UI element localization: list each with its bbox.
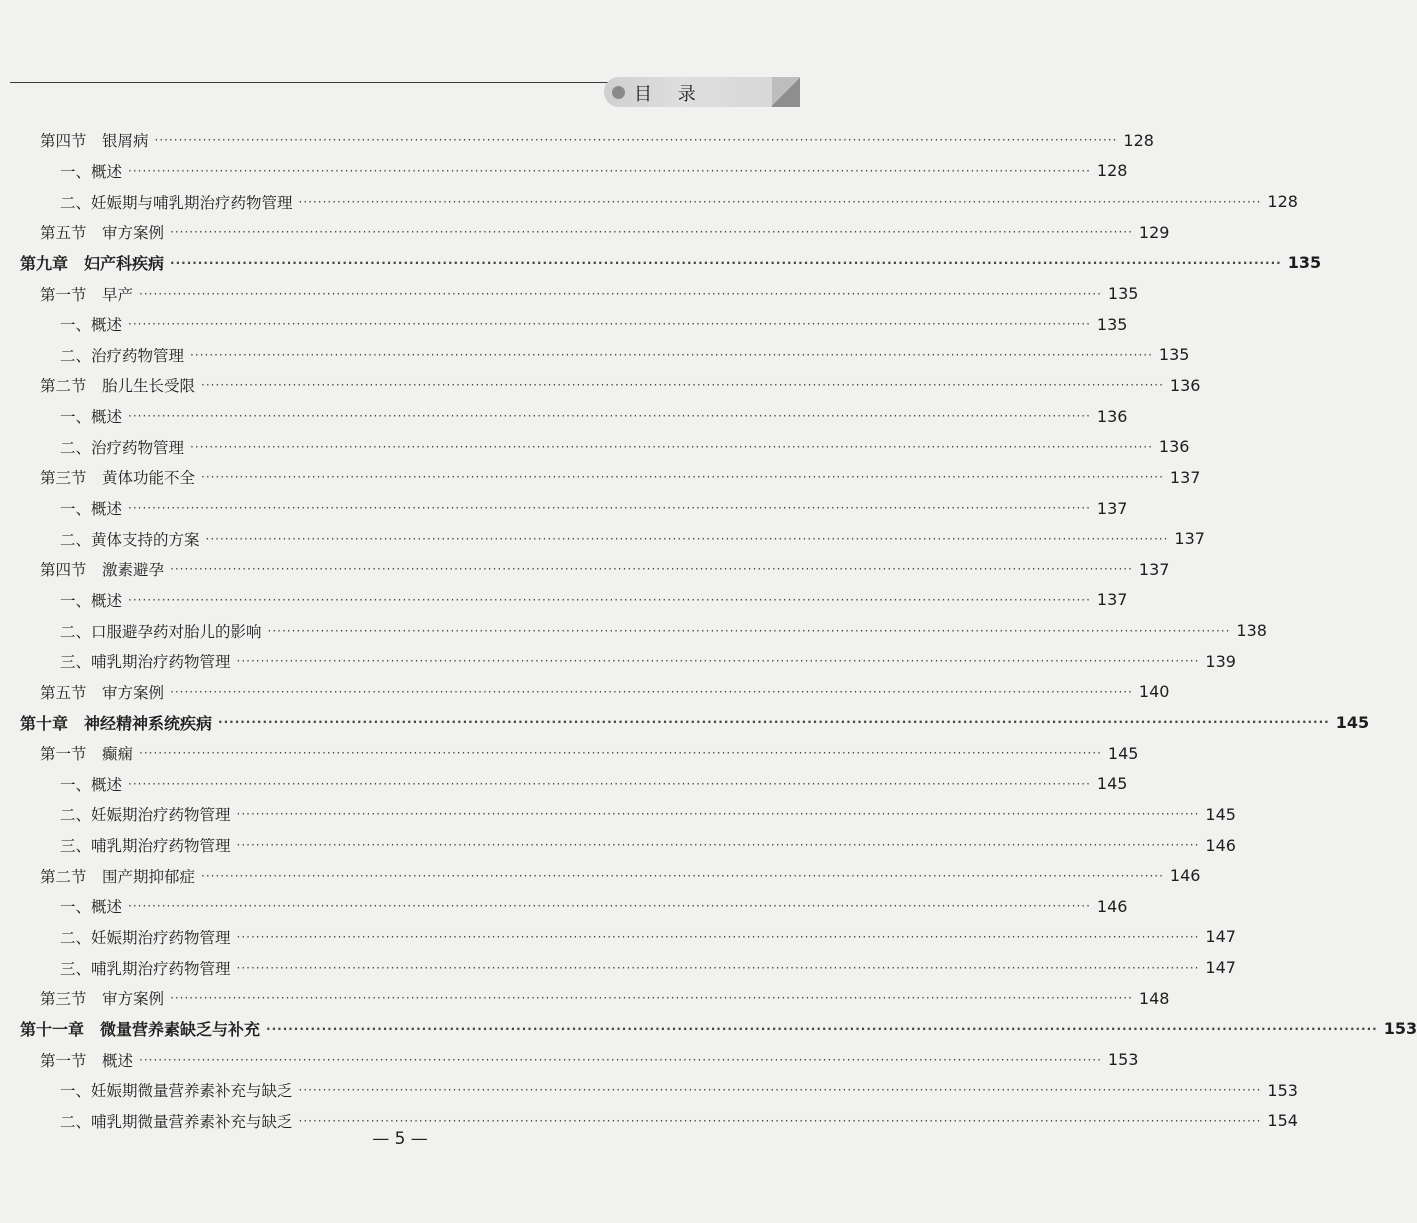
toc-entry-label: 二、妊娠期治疗药物管理 — [60, 806, 231, 825]
toc-entry-page: 129 — [1138, 222, 1170, 242]
toc-item[interactable] — [0, 830, 1236, 861]
toc-section[interactable] — [0, 370, 1201, 401]
dot-leader: ········································································································································································································ — [139, 1052, 1102, 1067]
toc-item[interactable] — [0, 186, 1298, 217]
toc-section[interactable] — [0, 860, 1201, 891]
toc-entry-page: 146 — [1205, 835, 1236, 855]
toc-entry-label: 第五节 审方案例 — [40, 683, 165, 702]
toc-item[interactable] — [0, 768, 1128, 799]
page-number: — 5 — — [372, 1129, 428, 1149]
header-tab — [604, 77, 800, 107]
toc-entry-page: 128 — [1123, 130, 1154, 150]
toc-entry-label: 二、妊娠期治疗药物管理 — [60, 928, 231, 947]
table-of-contents — [0, 125, 1417, 1136]
toc-entry-label: 一、概述 — [60, 316, 123, 335]
dot-leader: ········································································································································································································ — [298, 194, 1262, 209]
toc-entry-page: 135 — [1096, 314, 1128, 334]
toc-item[interactable] — [0, 646, 1236, 677]
toc-entry-label: 第二节 围产期抑郁症 — [40, 867, 196, 886]
toc-entry-label: 第一节 癫痫 — [40, 745, 134, 764]
toc-item[interactable] — [0, 585, 1128, 616]
toc-entry-label: 三、哺乳期治疗药物管理 — [60, 959, 231, 978]
toc-entry-label: 一、概述 — [60, 500, 123, 518]
toc-entry-page: 136 — [1158, 437, 1190, 457]
dot-leader: ········································································································································································································ — [128, 592, 1091, 607]
toc-item[interactable] — [0, 1075, 1298, 1106]
toc-item[interactable] — [0, 891, 1128, 922]
page-title: 目 录 — [634, 84, 706, 105]
toc-entry-page: 135 — [1107, 284, 1139, 304]
dot-leader: ········································································································································································································ — [170, 991, 1133, 1006]
toc-entry-page: 145 — [1107, 743, 1139, 763]
toc-entry-page: 135 — [1158, 345, 1190, 365]
toc-entry-page: 128 — [1096, 161, 1128, 181]
toc-section[interactable] — [0, 738, 1139, 769]
toc-entry-page: 135 — [1287, 253, 1322, 273]
toc-entry-page: 145 — [1335, 712, 1370, 732]
toc-entry-page: 139 — [1205, 651, 1236, 671]
toc-section[interactable] — [0, 462, 1201, 493]
dot-leader: ········································································································································································································ — [201, 470, 1164, 485]
toc-item[interactable] — [0, 615, 1267, 646]
toc-item[interactable] — [0, 431, 1190, 462]
dot-leader: ········································································································································································································ — [266, 1021, 1378, 1036]
toc-item[interactable] — [0, 922, 1236, 953]
toc-item[interactable] — [0, 523, 1205, 554]
toc-chapter[interactable] — [0, 707, 1370, 738]
toc-entry-label: 第十章 神经精神系统疾病 — [20, 713, 213, 733]
toc-entry-page: 137 — [1096, 498, 1128, 518]
dot-leader: ········································································································································································································ — [267, 623, 1231, 638]
toc-entry-label: 一、妊娠期微量营养素补充与缺乏 — [60, 1082, 293, 1101]
toc-section[interactable] — [0, 677, 1170, 708]
toc-entry-label: 第五节 审方案例 — [40, 224, 165, 243]
dot-leader: ········································································································································································································ — [190, 439, 1153, 454]
toc-section[interactable] — [0, 278, 1139, 309]
dot-leader: ········································································································································································································ — [236, 838, 1200, 853]
toc-entry-label: 二、黄体支持的方案 — [60, 530, 200, 549]
toc-entry-label: 二、妊娠期与哺乳期治疗药物管理 — [60, 193, 293, 212]
corner-decoration-icon — [772, 77, 800, 107]
toc-entry-label: 第十一章 微量营养素缺乏与补充 — [20, 1020, 261, 1040]
toc-entry-page: 136 — [1169, 375, 1201, 395]
toc-entry-label: 一、概述 — [60, 162, 123, 181]
toc-entry-page: 153 — [1107, 1050, 1139, 1070]
toc-section[interactable] — [0, 554, 1170, 585]
toc-entry-label: 一、概述 — [60, 408, 123, 427]
toc-entry-page: 145 — [1205, 804, 1236, 824]
dot-leader: ········································································································································································································ — [218, 715, 1330, 730]
dot-leader: ········································································································································································································ — [236, 929, 1200, 944]
toc-entry-page: 146 — [1169, 866, 1201, 886]
toc-entry-label: 第四节 银屑病 — [40, 132, 149, 151]
dot-leader: ········································································································································································································ — [190, 347, 1153, 362]
toc-entry-page: 153 — [1267, 1080, 1298, 1100]
toc-entry-page: 148 — [1138, 988, 1170, 1008]
toc-section[interactable] — [0, 125, 1154, 156]
toc-entry-label: 二、治疗药物管理 — [60, 346, 185, 365]
dot-leader: ········································································································································································································ — [236, 654, 1200, 669]
dot-leader: ········································································································································································································ — [170, 255, 1282, 270]
toc-item[interactable] — [0, 401, 1128, 432]
dot-leader: ········································································································································································································ — [128, 317, 1091, 332]
toc-entry-label: 第二节 胎儿生长受限 — [40, 377, 196, 396]
dot-leader: ········································································································································································································ — [128, 409, 1091, 424]
toc-item[interactable] — [0, 156, 1128, 187]
dot-leader: ········································································································································································································ — [205, 531, 1169, 546]
dot-leader: ········································································································································································································ — [170, 684, 1133, 699]
toc-item[interactable] — [0, 952, 1236, 983]
toc-chapter[interactable] — [0, 248, 1322, 279]
header-rule — [10, 82, 612, 83]
toc-item[interactable] — [0, 309, 1128, 340]
toc-entry-label: 二、口服避孕药对胎儿的影响 — [60, 622, 262, 641]
toc-entry-page: 154 — [1267, 1111, 1298, 1131]
toc-entry-label: 三、哺乳期治疗药物管理 — [60, 653, 231, 672]
dot-leader: ········································································································································································································ — [128, 776, 1091, 791]
dot-leader: ········································································································································································································ — [201, 868, 1164, 883]
toc-entry-label: 一、概述 — [60, 775, 123, 794]
toc-entry-page: 138 — [1236, 621, 1267, 641]
toc-item[interactable] — [0, 339, 1190, 370]
dot-leader: ········································································································································································································ — [128, 899, 1091, 914]
toc-entry-page: 136 — [1096, 406, 1128, 426]
toc-entry-label: 第一节 早产 — [40, 285, 134, 304]
toc-item[interactable] — [0, 493, 1128, 524]
toc-section[interactable] — [0, 217, 1170, 248]
dot-leader: ········································································································································································································ — [139, 286, 1102, 301]
toc-entry-page: 137 — [1138, 559, 1170, 579]
toc-entry-page: 146 — [1096, 896, 1128, 916]
toc-entry-page: 128 — [1267, 192, 1298, 212]
toc-entry-page: 145 — [1096, 774, 1128, 794]
toc-section[interactable] — [0, 983, 1170, 1014]
toc-entry-page: 153 — [1383, 1019, 1417, 1039]
toc-entry-page: 147 — [1205, 927, 1236, 947]
toc-entry-label: 一、概述 — [60, 898, 123, 917]
toc-entry-page: 137 — [1096, 590, 1128, 610]
toc-chapter[interactable] — [0, 1014, 1417, 1045]
dot-leader: ········································································································································································································ — [170, 225, 1133, 240]
toc-entry-label: 第四节 激素避孕 — [40, 561, 165, 580]
toc-entry-page: 147 — [1205, 958, 1236, 978]
toc-entry-label: 第一节 概述 — [40, 1051, 134, 1070]
toc-entry-page: 137 — [1169, 467, 1201, 487]
dot-leader: ········································································································································································································ — [201, 378, 1164, 393]
bullet-dot-icon — [612, 86, 625, 99]
dot-leader: ········································································································································································································ — [298, 1083, 1262, 1098]
toc-item[interactable] — [0, 799, 1236, 830]
toc-entry-label: 第三节 审方案例 — [40, 990, 165, 1009]
toc-entry-label: 一、概述 — [60, 591, 123, 610]
dot-leader: ········································································································································································································ — [170, 562, 1133, 577]
dot-leader: ········································································································································································································ — [236, 807, 1200, 822]
toc-entry-label: 二、哺乳期微量营养素补充与缺乏 — [60, 1112, 293, 1131]
dot-leader: ········································································································································································································ — [236, 960, 1200, 975]
dot-leader: ········································································································································································································ — [139, 746, 1102, 761]
dot-leader: ········································································································································································································ — [128, 501, 1091, 515]
dot-leader: ········································································································································································································ — [298, 1113, 1262, 1128]
dot-leader: ········································································································································································································ — [128, 163, 1091, 178]
toc-entry-label: 第三节 黄体功能不全 — [40, 469, 196, 488]
toc-entry-page: 137 — [1174, 529, 1205, 549]
toc-entry-label: 三、哺乳期治疗药物管理 — [60, 837, 231, 856]
toc-entry-page: 140 — [1138, 682, 1170, 702]
toc-entry-label: 第九章 妇产科疾病 — [20, 254, 165, 274]
toc-section[interactable] — [0, 1044, 1139, 1075]
dot-leader: ········································································································································································································ — [154, 133, 1118, 148]
toc-entry-label: 二、治疗药物管理 — [60, 438, 185, 457]
